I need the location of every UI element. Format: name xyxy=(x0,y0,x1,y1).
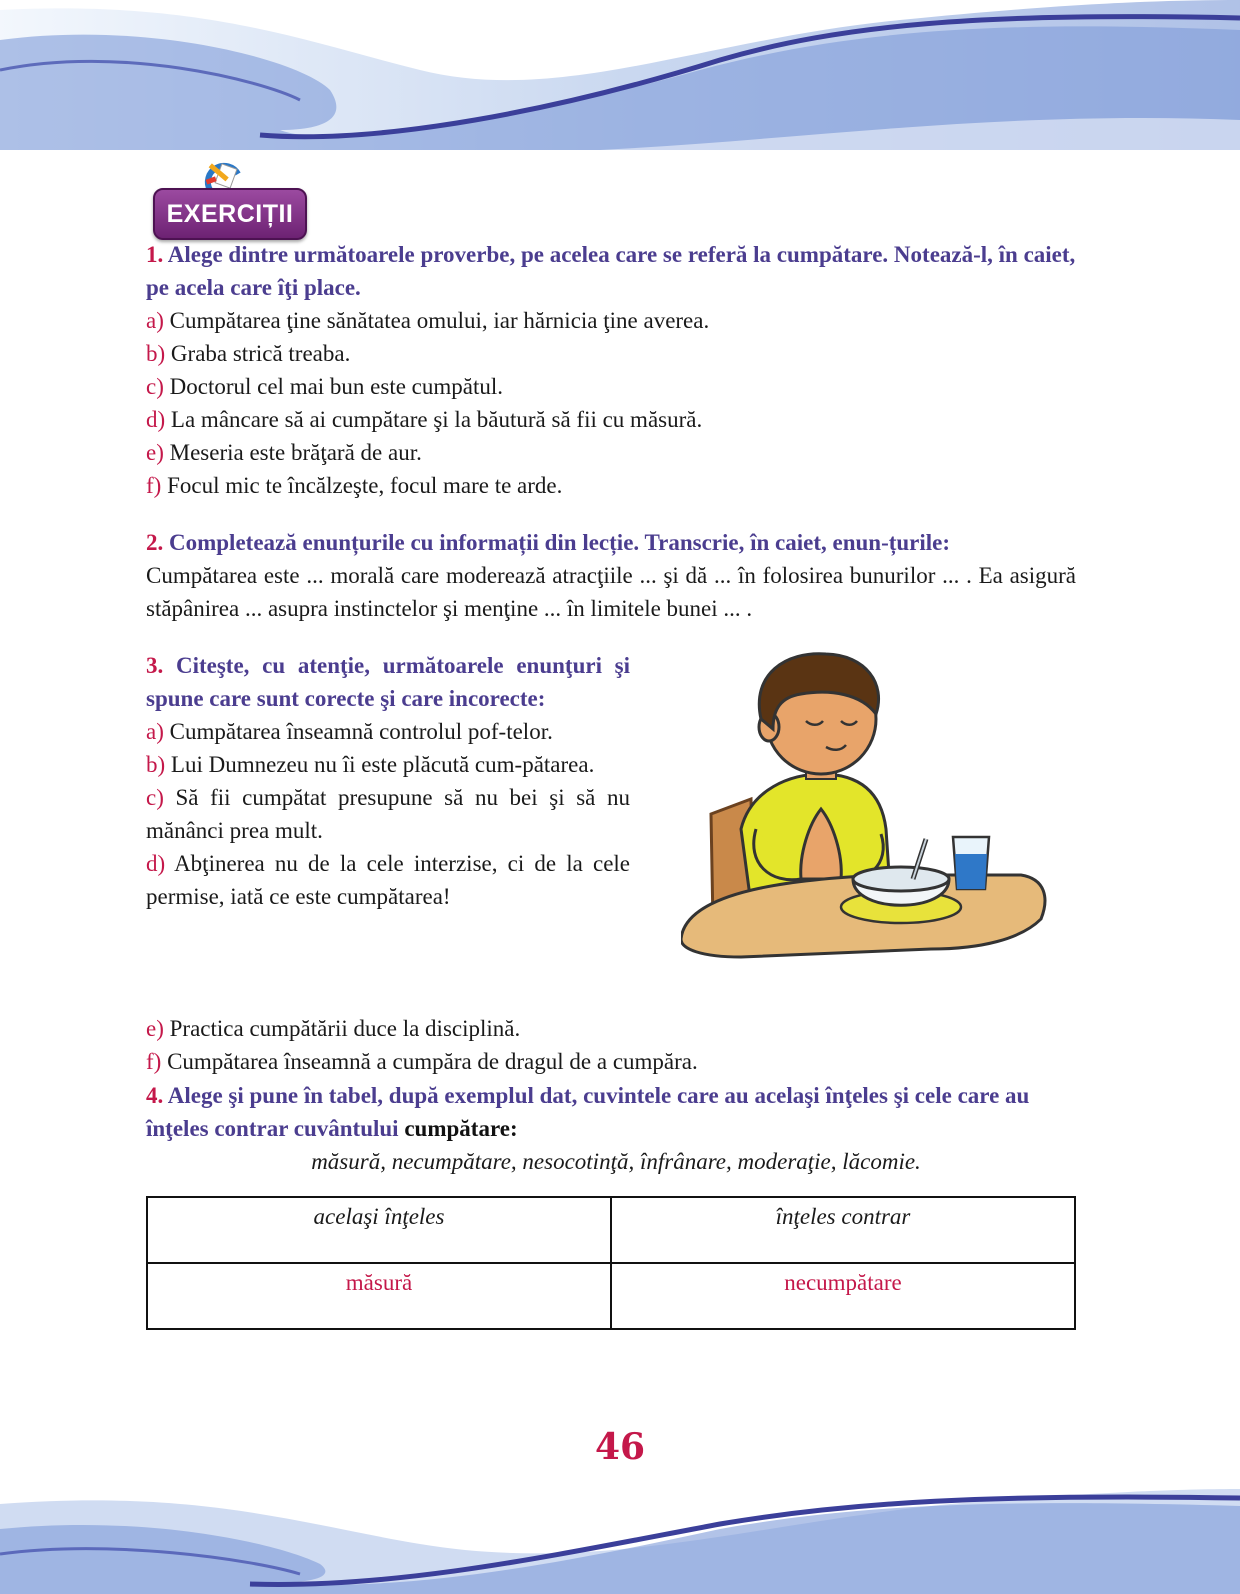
exercise-1-item-e: e) Meseria este brăţară de aur. xyxy=(146,440,422,465)
exercise-2-body: Cumpătarea este ... morală care moderează atracţiile ... şi dă ... în folosirea bunurilor ... . Ea asigură stăpânirea ... asupra instinctelor şi menţine ... în limitele bunei ... . xyxy=(146,563,1076,621)
exercise-2-title: 2. Completează enunțurile cu informații din lecție. Transcrie, în caiet, enun-țurile: xyxy=(146,530,951,555)
exercise-3-item-e: e) Practica cumpătării duce la disciplină. xyxy=(146,1016,521,1041)
exercise-3-item-b: b) Lui Dumnezeu nu îi este plăcută cum-pătarea. xyxy=(146,752,595,777)
exercise-4-title: 4. Alege şi pune în tabel, după exemplul dat, cuvintele care au acelaşi înţeles şi cele care au înţeles contrar cuvântului cumpătare: xyxy=(146,1083,1030,1141)
exercise-1-item-b: b) Graba strică treaba. xyxy=(146,341,351,366)
exercise-4-word-list: măsură, necumpătare, nesocotinţă, înfrânare, moderaţie, lăcomie. xyxy=(311,1149,921,1174)
exercise-3-item-f: f) Cumpătarea înseamnă a cumpăra de dragul de a cumpăra. xyxy=(146,1049,698,1074)
exercise-1-item-c: c) Doctorul cel mai bun este cumpătul. xyxy=(146,374,504,399)
exercise-3-item-a: a) Cumpătarea înseamnă controlul pof-telor. xyxy=(146,719,553,744)
table-header-same-meaning: acelaşi înţeles xyxy=(147,1197,611,1263)
header-wave-decoration xyxy=(0,0,1240,150)
praying-boy-illustration xyxy=(681,639,1051,959)
table-cell-example-synonym: măsură xyxy=(147,1263,611,1329)
exercise-content xyxy=(146,238,1076,1330)
table-row xyxy=(147,1263,1075,1329)
synonyms-antonyms-table xyxy=(146,1196,1076,1330)
exercise-1-item-d: d) La mâncare să ai cumpătare şi la băutură să fii cu măsură. xyxy=(146,407,703,432)
exercise-3-item-c: c) Să fii cumpătat presupune să nu bei şi să nu mănânci prea mult. xyxy=(146,785,630,843)
exercises-badge xyxy=(148,156,308,238)
table-header-opposite-meaning: înţeles contrar xyxy=(611,1197,1075,1263)
exercise-1-item-f: f) Focul mic te încălzeşte, focul mare te arde. xyxy=(146,473,563,498)
exercise-1-title: 1. Alege dintre următoarele proverbe, pe acelea care se referă la cumpătare. Notează-l, în caiet, pe acela care îţi place. xyxy=(146,242,1076,300)
page-number: 46 xyxy=(594,1426,646,1468)
exercise-1-item-a: a) Cumpătarea ţine sănătatea omului, iar hărnicia ţine averea. xyxy=(146,308,710,333)
exercise-3-title: 3. Citeşte, cu atenţie, următoarele enunţuri şi spune care sunt corecte şi care incorecte: xyxy=(146,653,631,711)
table-header-row xyxy=(147,1197,1075,1263)
exercise-3 xyxy=(146,649,1076,1079)
exercise-3-item-d: d) Abţinerea nu de la cele interzise, ci de la cele permise, iată ce este cumpătarea! xyxy=(146,851,631,909)
badge-label: EXERCIȚII xyxy=(153,188,307,240)
table-cell-example-antonym: necumpătare xyxy=(611,1263,1075,1329)
footer-wave-decoration xyxy=(0,1484,1240,1594)
